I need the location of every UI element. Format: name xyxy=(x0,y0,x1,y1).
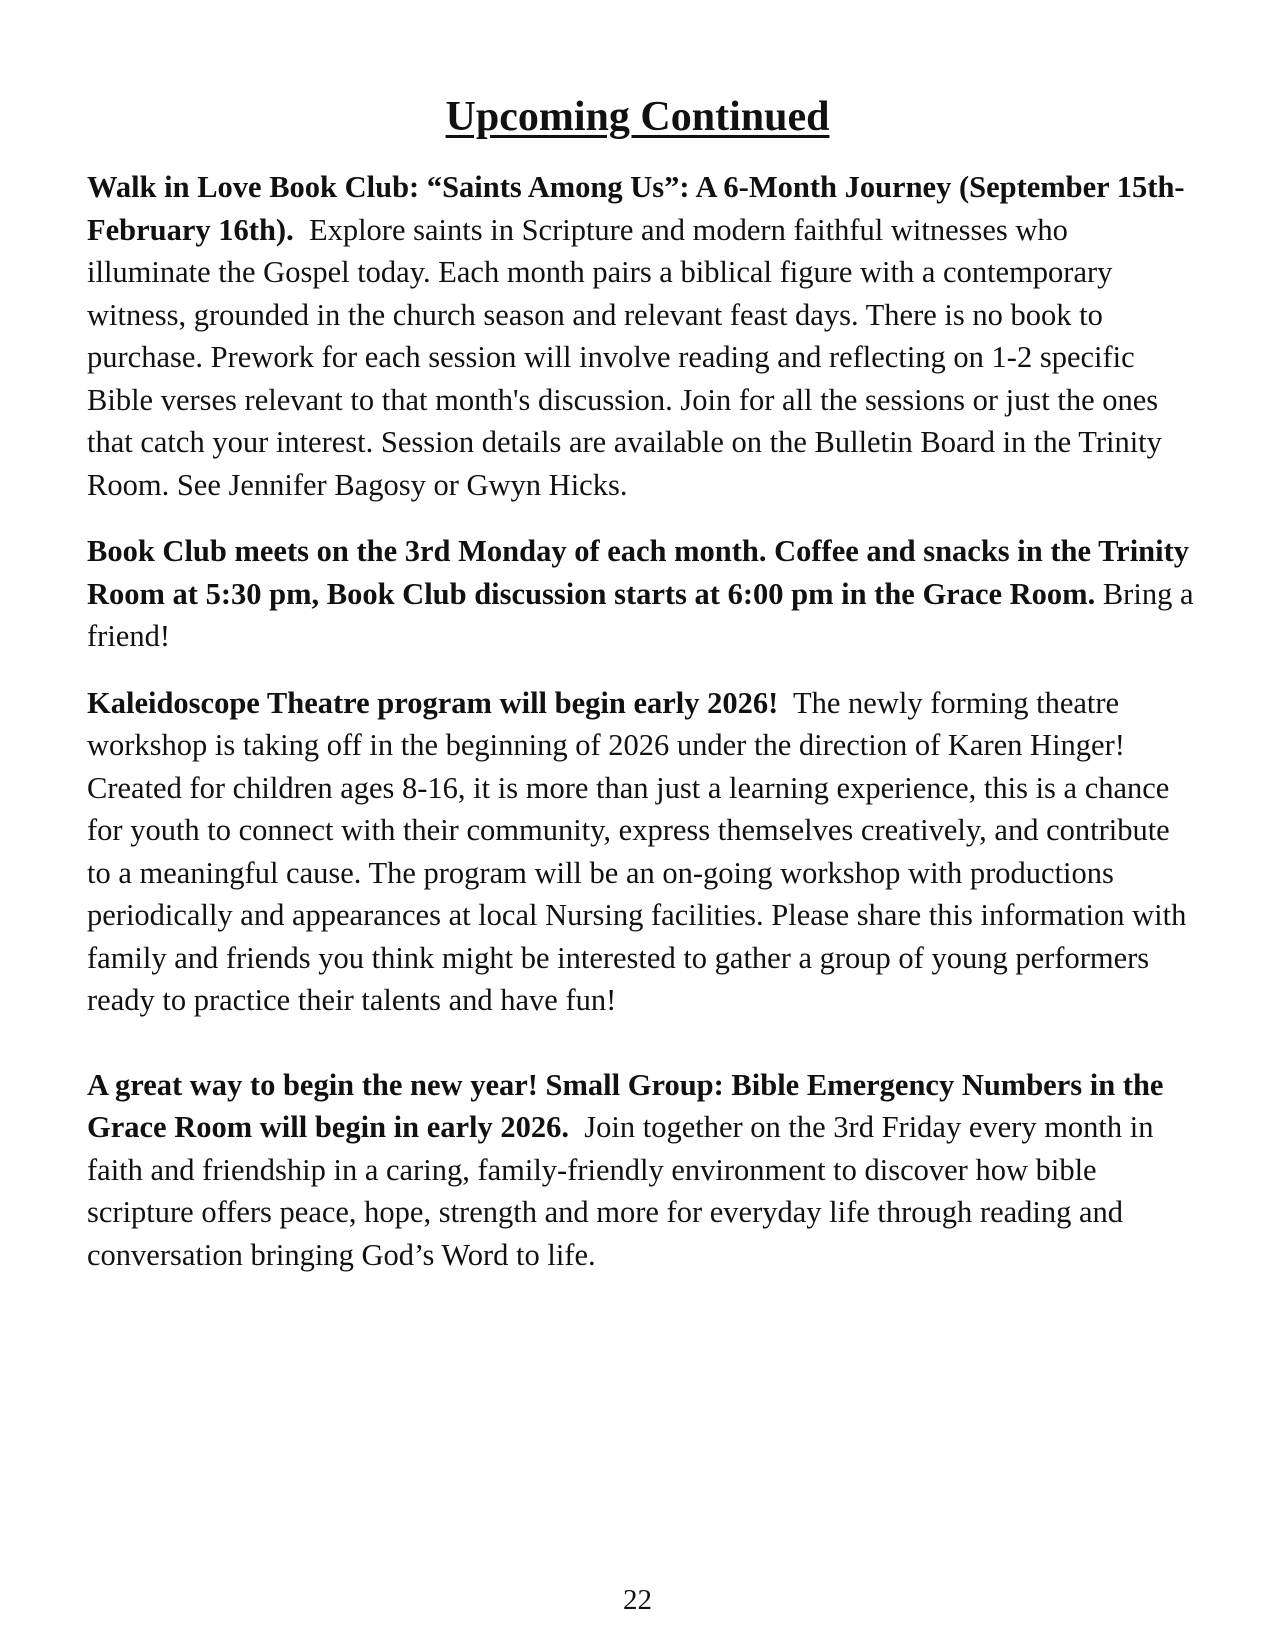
spacer xyxy=(87,1022,1197,1064)
section-body: Explore saints in Scripture and modern faithful witnesses who illuminate the Gospel today. Each month pairs a biblical figure with a contemporary witness, grounded in the church season and relevant feast days. There is no book to purchase. Prework for each session will involve reading and reflecting on 1-2 specific Bible verses relevant to that month's discussion. Join for all the sessions or just the ones that catch your interest. Session details are available on the Bulletin Board in the Trinity Room. See Jennifer Bagosy or Gwyn Hicks. xyxy=(87,212,1162,502)
section-body: Bring a friend! xyxy=(87,576,1194,653)
section-book-club-saints xyxy=(87,166,1197,506)
section-small-group xyxy=(87,1064,1197,1277)
section-body: Join together on the 3rd Friday every month in faith and friendship in a caring, family-friendly environment to discover how bible scripture offers peace, hope, strength and more for everyday life through reading and conversation bringing God’s Word to life. xyxy=(87,1110,1154,1272)
spacer xyxy=(87,506,1197,530)
page-number: 22 xyxy=(623,1584,652,1616)
section-heading: Kaleidoscope Theatre program will begin early 2026! xyxy=(87,685,779,720)
section-book-club-schedule xyxy=(87,530,1197,658)
section-body: The newly forming theatre workshop is taking off in the beginning of 2026 under the direction of Karen Hinger! Created for children ages 8-16, it is more than just a learning experience, this is a chance for youth to connect with their community, express themselves creatively, and contribute to a meaningful cause. The program will be an on-going workshop with productions periodically and appearances at local Nursing facilities. Please share this information with family and friends you think might be interested to gather a group of young performers ready to practice their talents and have fun! xyxy=(87,685,1187,1017)
section-heading: Book Club meets on the 3rd Monday of each month. Coffee and snacks in the Trinity Room at 5:30 pm, Book Club discussion starts at 6:00 pm in the Grace Room. xyxy=(87,534,1190,611)
section-heading: A great way to begin the new year! Small Group: Bible Emergency Numbers in the Grace Room will begin in early 2026. xyxy=(87,1067,1164,1144)
section-heading: Walk in Love Book Club: “Saints Among Us”: A 6-Month Journey (September 15th-February 16th). xyxy=(87,170,1185,247)
page-content xyxy=(87,166,1197,1276)
page-title: Upcoming Continued xyxy=(445,94,830,140)
section-kaleidoscope-theatre xyxy=(87,682,1197,1022)
spacer xyxy=(87,658,1197,682)
